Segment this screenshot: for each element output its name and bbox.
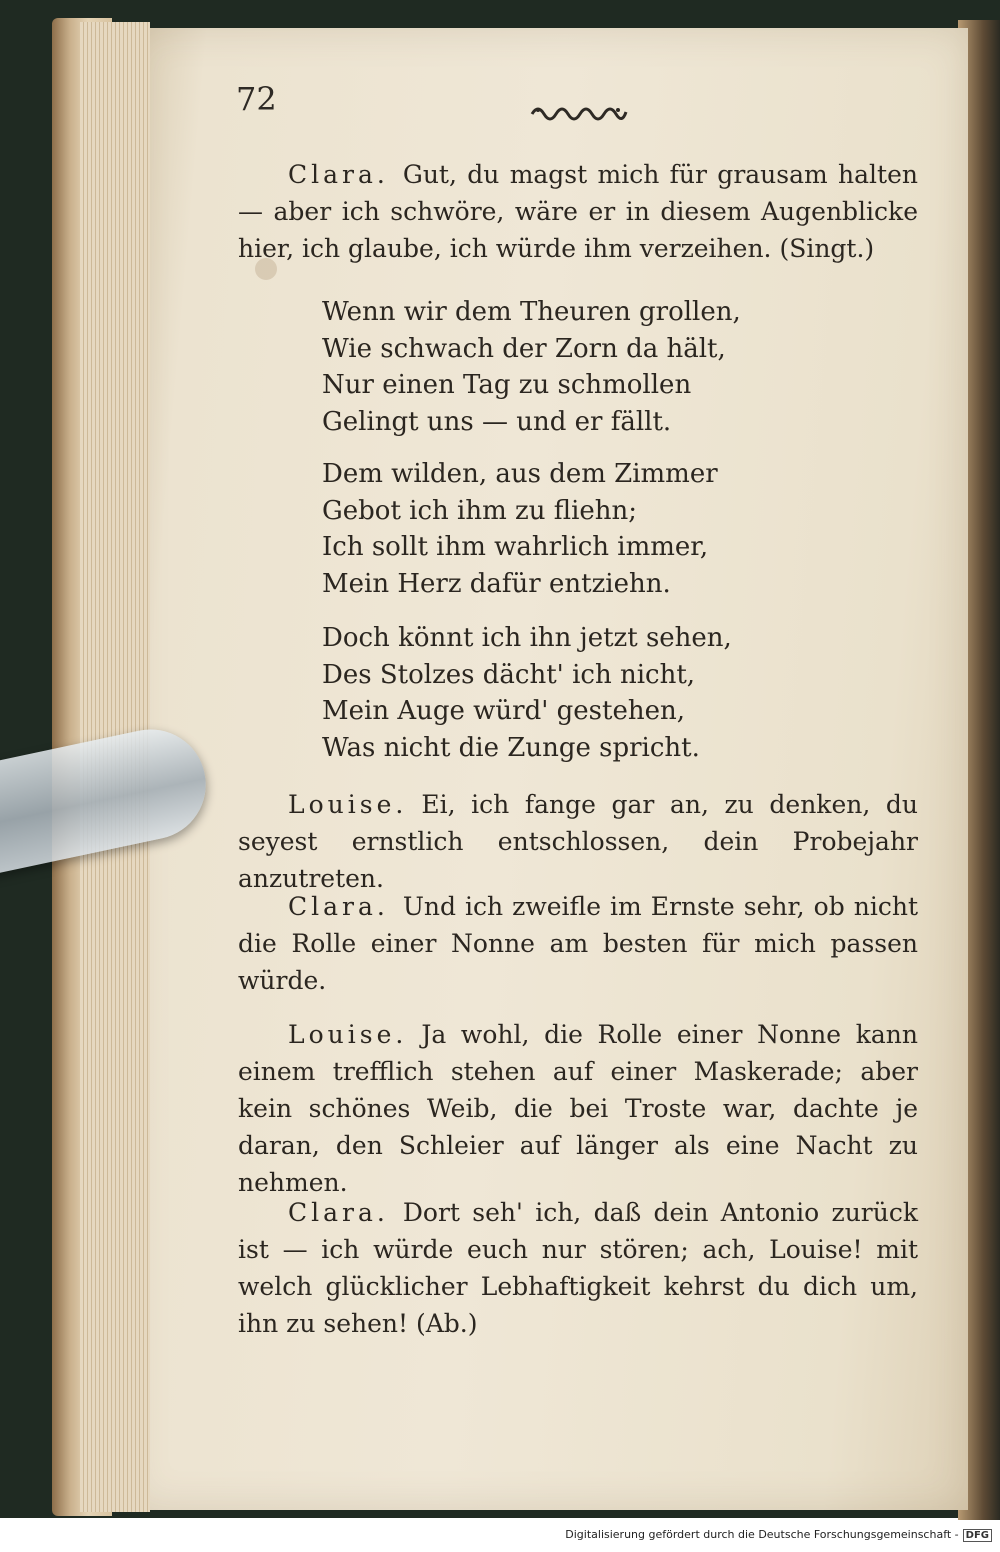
verse-stanza-3	[322, 620, 732, 766]
digitization-credit	[565, 1528, 992, 1542]
verse-line: Ich sollt ihm wahrlich immer,	[322, 532, 709, 562]
paragraph-body: Und ich zweifle im Ernste sehr, ob nicht die Rolle einer Nonne am besten für mich passen würde.	[238, 892, 918, 995]
verse-line: Gelingt uns — und er fällt.	[322, 406, 672, 437]
verse-line: Mein Herz dafür entziehn.	[322, 568, 671, 599]
speaker-name: Clara.	[288, 1198, 389, 1227]
paragraph-body: Ei, ich fange gar an, zu denken, du seyest ernstlich entschlossen, dein Probejahr anzutreten.	[238, 790, 918, 893]
verse-line: Doch könnt ich ihn jetzt sehen,	[322, 623, 732, 653]
paragraph-clara-3	[238, 1194, 918, 1342]
verse-line: Mein Auge würd' gestehen,	[322, 696, 685, 726]
paragraph-louise-2	[238, 1016, 918, 1201]
verse-stanza-1	[322, 294, 741, 440]
verse-line: Dem wilden, aus dem Zimmer	[322, 459, 718, 489]
ornament-flourish-icon	[528, 96, 628, 124]
verse-stanza-2	[322, 456, 718, 602]
speaker-name: Louise.	[288, 790, 408, 819]
verse-line: Was nicht die Zunge spricht.	[322, 732, 700, 763]
paragraph-clara-2	[238, 888, 918, 999]
verse-line: Wie schwach der Zorn da hält,	[322, 333, 726, 364]
speaker-name: Clara.	[288, 160, 389, 189]
paragraph-body: Ja wohl, die Rolle einer Nonne kann einem trefflich stehen auf einer Maskerade; aber kein schönes Weib, die bei Troste war, dachte je daran, den Schleier auf länger als eine Nacht zu nehmen.	[238, 1020, 918, 1197]
credit-text: Digitalisierung gefördert durch die Deutsche Forschungsgemeinschaft -	[565, 1528, 959, 1541]
paragraph-clara-1	[238, 156, 918, 267]
speaker-name: Clara.	[288, 892, 389, 921]
speaker-name: Louise.	[288, 1020, 408, 1049]
paragraph-body: Gut, du magst mich für grausam halten — aber ich schwöre, wäre er in diesem Augenblicke hier, ich glaube, ich würde ihm verzeihen. (Singt.)	[238, 160, 918, 263]
paragraph-body: Dort seh' ich, daß dein Antonio zurück ist — ich würde euch nur stören; ach, Louise! mit welch glücklicher Lebhaftigkeit kehrst du dich um, ihn zu sehen! (Ab.)	[238, 1198, 918, 1338]
paragraph-louise-1	[238, 786, 918, 897]
dfg-logo-icon: DFG	[963, 1529, 992, 1542]
verse-line: Nur einen Tag zu schmollen	[322, 370, 692, 400]
verse-line: Wenn wir dem Theuren grollen,	[322, 297, 741, 327]
verse-line: Gebot ich ihm zu fliehn;	[322, 495, 638, 526]
verse-line: Des Stolzes dächt' ich nicht,	[322, 659, 696, 690]
page-number: 72	[236, 80, 277, 118]
